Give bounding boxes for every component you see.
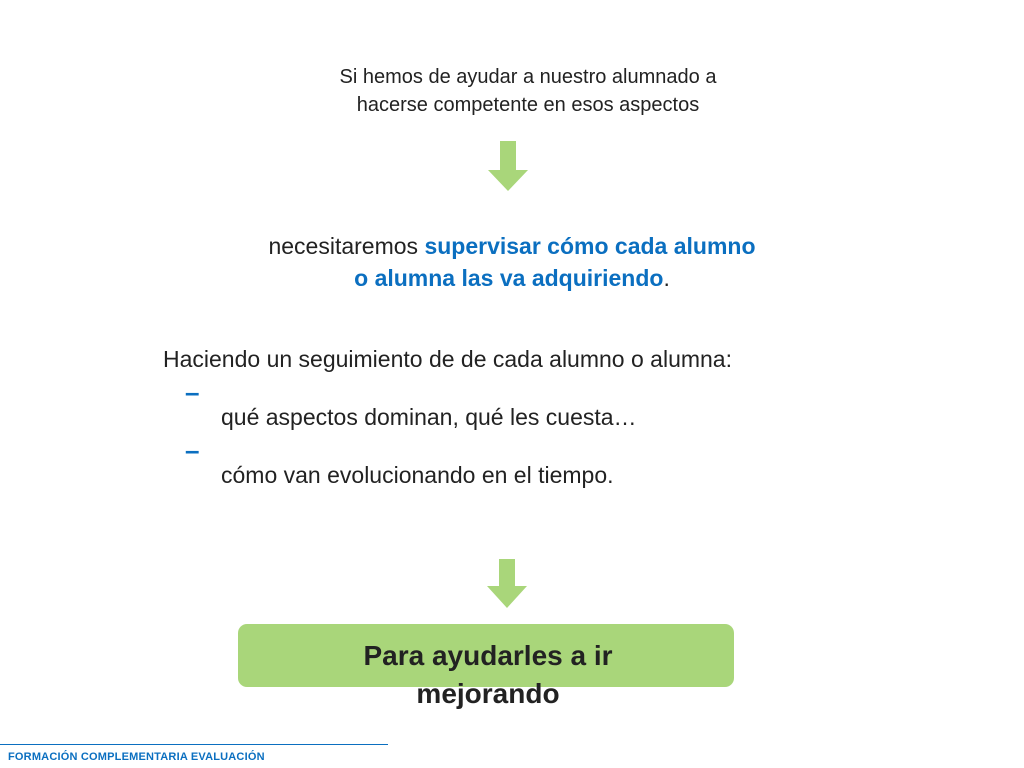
footer-divider bbox=[0, 744, 388, 745]
intro-line-1: Si hemos de ayudar a nuestro alumnado a bbox=[339, 66, 717, 88]
footer-label: FORMACIÓN COMPLEMENTARIA EVALUACIÓN bbox=[8, 751, 265, 763]
arrow-down-icon bbox=[487, 559, 527, 609]
need-lead: necesitaremos bbox=[268, 233, 425, 259]
follow-up-section bbox=[163, 343, 803, 491]
intro-text bbox=[270, 63, 786, 119]
list-item bbox=[163, 377, 803, 433]
dash-bullet-icon: – bbox=[185, 435, 200, 465]
need-highlight-1: supervisar cómo cada alumno bbox=[424, 233, 756, 259]
bullet-text: cómo van evolucionando en el tiempo. bbox=[221, 462, 614, 488]
follow-up-heading: Haciendo un seguimiento de de cada alumno o alumna: bbox=[163, 346, 732, 372]
need-highlight-2: o alumna las va adquiriendo bbox=[354, 265, 664, 291]
need-end: . bbox=[663, 265, 670, 291]
supervise-statement bbox=[200, 230, 824, 294]
intro-line-2: hacerse competente en esos aspectos bbox=[356, 94, 700, 116]
list-item bbox=[163, 435, 803, 491]
bullet-text: qué aspectos dominan, qué les cuesta… bbox=[221, 404, 637, 430]
dash-bullet-icon: – bbox=[185, 377, 200, 407]
arrow-down-icon bbox=[488, 141, 528, 191]
result-text: Para ayudarles a ir mejorando bbox=[363, 640, 613, 709]
